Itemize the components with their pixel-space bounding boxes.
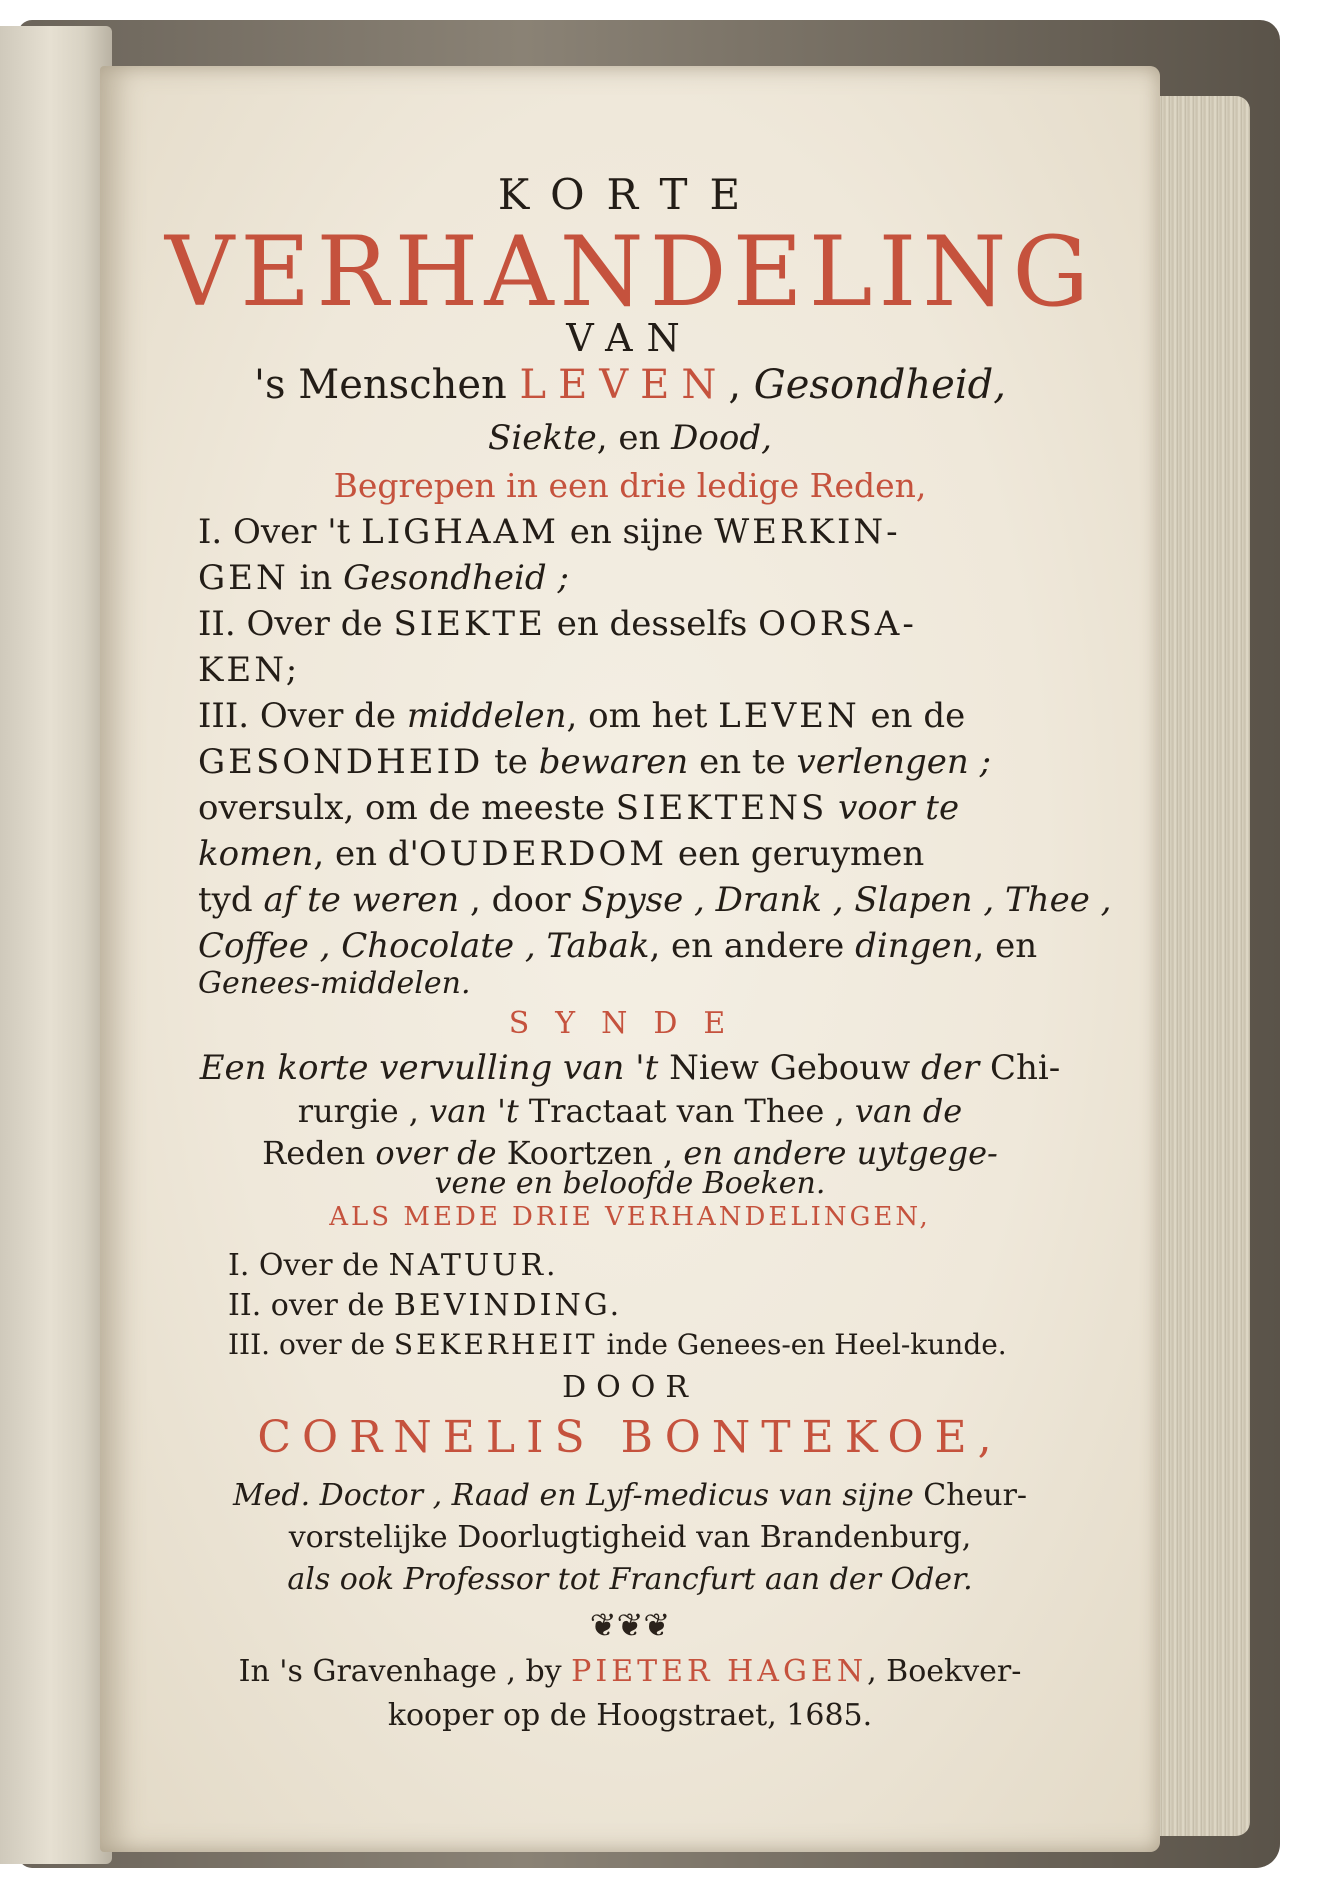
item3-en: , en xyxy=(973,926,1038,966)
imprint-place: In 's Gravenhage , by xyxy=(238,1654,572,1689)
siekte-text: Siekte xyxy=(488,418,597,458)
item1-lighaam: LIGHAAM xyxy=(361,512,559,552)
item3-tyd: tyd xyxy=(198,880,264,920)
synde-der: der xyxy=(921,1048,990,1088)
item2-line2: KEN; xyxy=(198,650,301,690)
item3-end: , en d' xyxy=(313,834,419,874)
item3-ente: en te xyxy=(688,742,797,782)
item1-line1 xyxy=(198,512,1100,552)
item3-line1 xyxy=(198,696,1100,736)
synde-koortzen: Koortzen , xyxy=(506,1134,684,1172)
nat3-prefix: III. over de xyxy=(228,1328,394,1361)
menschen-text: 's Menschen xyxy=(254,362,520,408)
als-mede-heading: ALS MEDE DRIE VERHANDELINGEN, xyxy=(329,1202,931,1232)
item1-werkin: WERKIN- xyxy=(714,512,901,552)
item3-door: , door xyxy=(459,880,582,920)
item1-prefix: I. Over 't xyxy=(198,512,362,552)
synde-niew: Niew Gebouw xyxy=(669,1048,922,1088)
item1-line2 xyxy=(198,558,1100,598)
med1-cheur: Cheur- xyxy=(923,1478,1028,1513)
item3-line3 xyxy=(198,788,1100,828)
author-title-line1 xyxy=(100,1478,1160,1513)
line-siekte-dood xyxy=(100,418,1160,458)
title-korte: KORTE xyxy=(497,170,763,219)
item3-spyse: Spyse , Drank , Slapen , Thee , xyxy=(581,880,1112,920)
nat3-rest: inde Genees-en Heel-kunde. xyxy=(597,1328,1007,1361)
item3-line7: Genees-middelen. xyxy=(198,966,471,1001)
imprint-line2: kooper op de Hoogstraet, 1685. xyxy=(387,1698,873,1733)
item3-dingen: dingen xyxy=(855,926,974,966)
gesondheid-text: Gesondheid, xyxy=(753,362,1006,408)
nat3-sekerheit: SEKERHEIT xyxy=(393,1328,598,1361)
item3-siektens: SIEKTENS xyxy=(615,788,828,828)
item3-voorte: voor te xyxy=(827,788,960,828)
sekerheit-line xyxy=(228,1328,1007,1361)
item3-geruymen: een geruymen xyxy=(667,834,925,874)
item3-ende: en de xyxy=(859,696,966,736)
item3-oversulx: oversulx, om de meeste xyxy=(198,788,616,828)
synde-line1 xyxy=(100,1048,1160,1088)
synde-heading: SYNDE xyxy=(508,1006,752,1041)
item2-siekte: SIEKTE xyxy=(393,604,546,644)
item2-line1 xyxy=(198,604,1100,644)
item1-gen: GEN xyxy=(198,558,289,598)
synde-line4: vene en beloofde Boeken. xyxy=(434,1166,826,1201)
synde-rurgie: rurgie , xyxy=(297,1092,430,1130)
title-van: VAN xyxy=(566,316,694,360)
item3-middelen: middelen xyxy=(406,696,567,736)
bevinding-line xyxy=(228,1288,622,1323)
item3-line4 xyxy=(198,834,1100,874)
synde-andere: en andere uytgege- xyxy=(683,1134,998,1172)
synde-vant: van 't xyxy=(429,1092,529,1130)
imprint-boekver: , Boekver- xyxy=(867,1654,1022,1689)
item3-line2 xyxy=(198,742,1100,782)
item1-mid: en sijne xyxy=(558,512,715,552)
item1-in: in xyxy=(288,558,344,598)
nat2-prefix: II. over de xyxy=(228,1288,394,1323)
item3-coffee: Coffee , Chocolate , Tabak xyxy=(198,926,650,966)
synde-overde: over de xyxy=(375,1134,507,1172)
synde-line2 xyxy=(100,1092,1160,1130)
synde-vande: van de xyxy=(854,1092,963,1130)
author-title-line3: als ook Professor tot Francfurt aan der Oder. xyxy=(287,1562,973,1597)
synde-tractaat: Tractaat van Thee , xyxy=(528,1092,855,1130)
item3-enandere: , en andere xyxy=(649,926,856,966)
nat1-natuur: NATUUR. xyxy=(388,1248,559,1283)
item3-ouderdom: OUDERDOM xyxy=(418,834,668,874)
nat2-bevinding: BEVINDING. xyxy=(393,1288,623,1323)
comma-text: , xyxy=(728,362,754,408)
item3-te: te xyxy=(483,742,539,782)
synde-korte: Een korte vervulling van 't xyxy=(199,1048,670,1088)
title-page xyxy=(100,66,1160,1852)
door-heading: DOOR xyxy=(562,1370,698,1405)
item2-prefix: II. Over de xyxy=(198,604,394,644)
synde-reden: Reden xyxy=(262,1134,376,1172)
imprint-line1 xyxy=(100,1654,1160,1689)
item3-gesondheid: GESONDHEID xyxy=(198,742,484,782)
item3-leven: LEVEN xyxy=(718,696,860,736)
item3-verlengen: verlengen ; xyxy=(796,742,992,782)
item3-aftewern: af te weren xyxy=(263,880,460,920)
item1-gesondheid: Gesondheid ; xyxy=(343,558,569,598)
dood-text: Dood, xyxy=(671,418,772,458)
item3-komen: komen xyxy=(198,834,314,874)
med1-text: Med. Doctor , Raad en Lyf-medicus van sijne xyxy=(232,1478,924,1513)
item2-mid: en desselfs xyxy=(545,604,759,644)
item2-oorsa: OORSA- xyxy=(758,604,917,644)
author-name: CORNELIS BONTEKOE, xyxy=(257,1412,1003,1463)
item3-line6 xyxy=(198,926,1100,966)
item3-prefix: III. Over de xyxy=(198,696,407,736)
item3-line5 xyxy=(198,880,1112,920)
item3-omhet: , om het xyxy=(566,696,719,736)
line-menschen-leven xyxy=(100,362,1160,408)
line-begrepen: Begrepen in een drie ledige Reden, xyxy=(333,466,927,505)
imprint-printer: PIETER HAGEN xyxy=(571,1654,868,1689)
author-title-line2: vorstelijke Doorlugtigheid van Brandenburg, xyxy=(288,1520,972,1555)
leven-text: LEVEN xyxy=(519,362,729,408)
title-verhandeling: VERHANDELING xyxy=(164,216,1096,328)
nat1-prefix: I. Over de xyxy=(228,1248,389,1283)
item3-bewaren: bewaren xyxy=(538,742,689,782)
ornament-glyph: ❦❦❦ xyxy=(589,1606,671,1644)
natuur-line xyxy=(228,1248,559,1283)
left-page xyxy=(0,26,112,1864)
en-text: , en xyxy=(596,418,672,458)
synde-chi: Chi- xyxy=(990,1048,1061,1088)
